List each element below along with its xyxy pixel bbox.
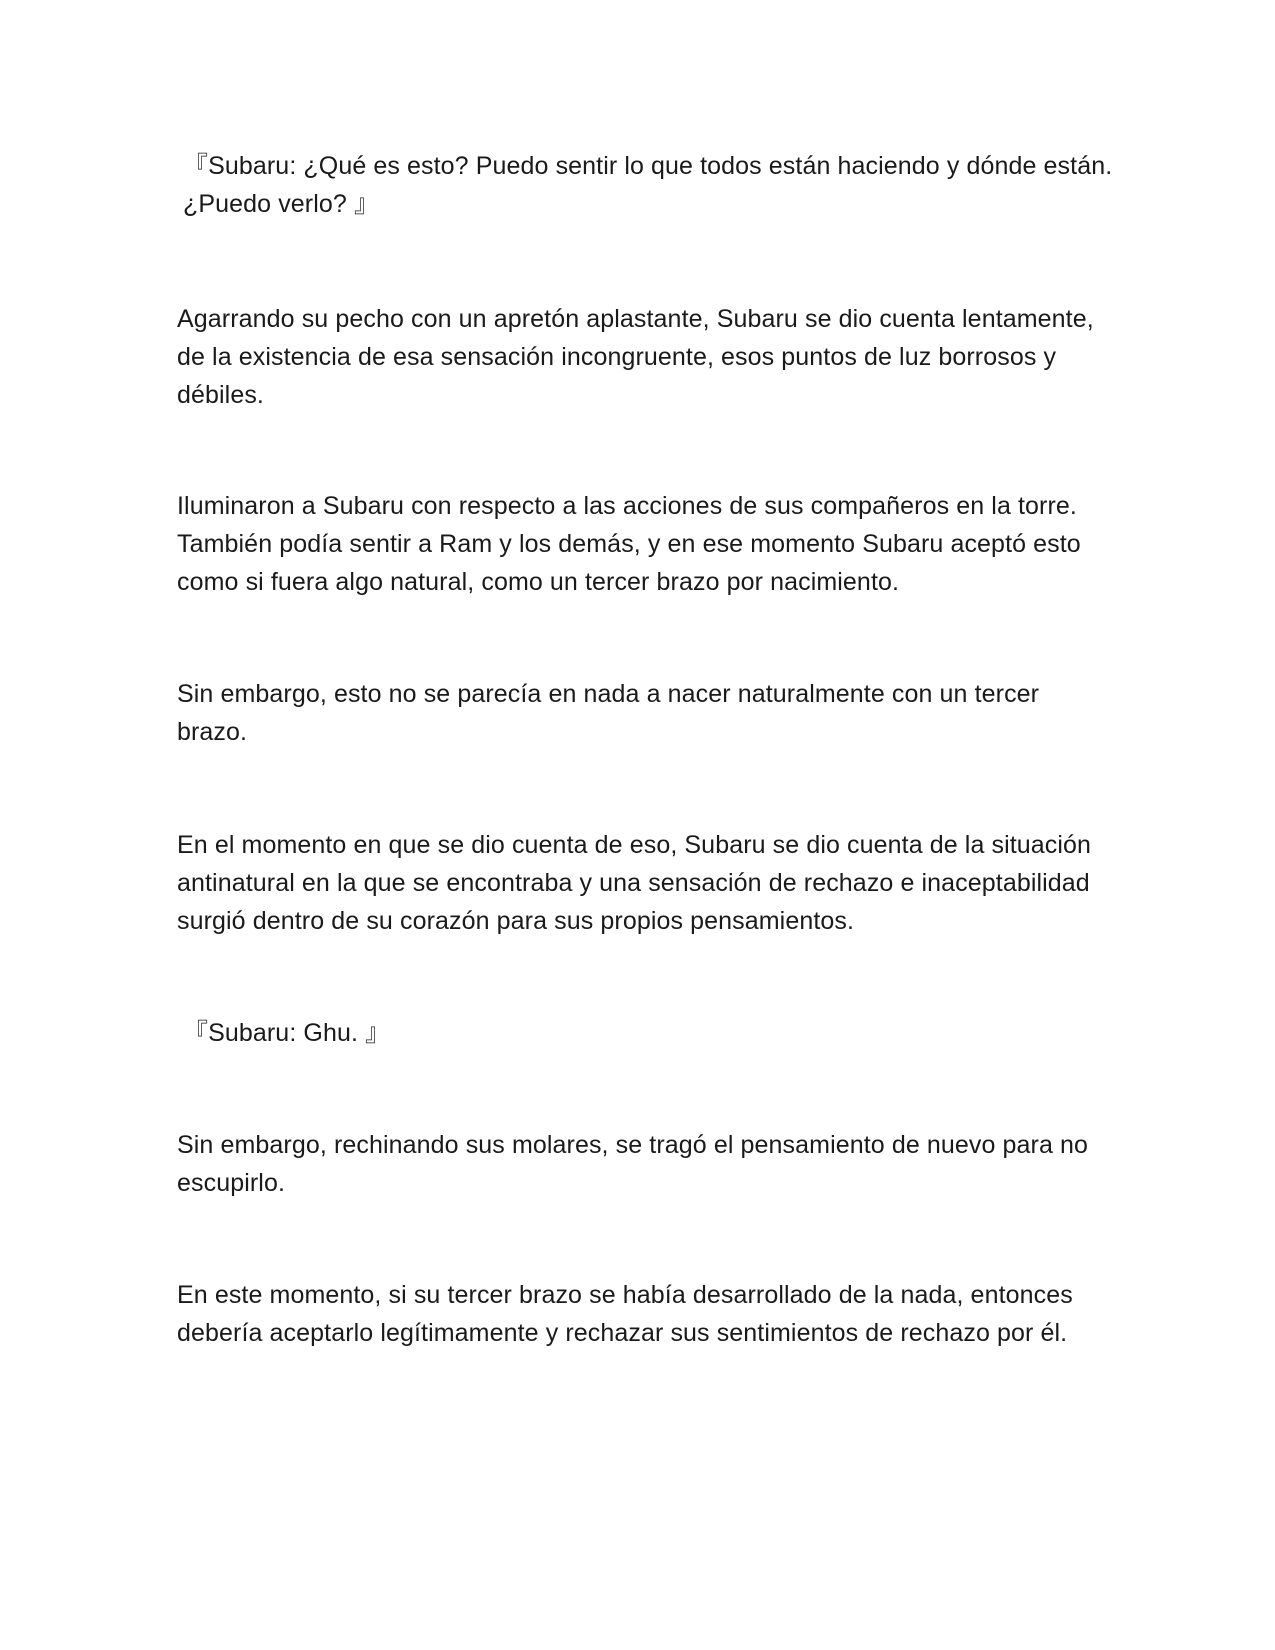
narrative-paragraph-3: Iluminaron a Subaru con respecto a las acciones de sus compañeros en la torre. También podía sentir a Ram y los demás, y en ese momento Subaru aceptó esto como si fuera algo natural, como un tercer brazo por nacimiento. bbox=[177, 492, 1081, 596]
narrative-paragraph-4: Sin embargo, esto no se parecía en nada a nacer naturalmente con un tercer brazo. bbox=[177, 680, 1040, 746]
narrative-paragraph-5: En el momento en que se dio cuenta de eso, Subaru se dio cuenta de la situación antinatural en la que se encontraba y una sensación de rechazo e inaceptabilidad surgió dentro de su corazón para sus propios pensamientos. bbox=[177, 831, 1092, 935]
narrative-paragraph-8: En este momento, si su tercer brazo se había desarrollado de la nada, entonces debería aceptarlo legítimamente y rechazar sus sentimientos de rechazo por él. bbox=[177, 1281, 1073, 1347]
narrative-paragraph-7: Sin embargo, rechinando sus molares, se tragó el pensamiento de nuevo para no escupirlo. bbox=[177, 1131, 1089, 1197]
narrative-paragraph-2: Agarrando su pecho con un apretón aplastante, Subaru se dio cuenta lentamente, de la existencia de esa sensación incongruente, esos puntos de luz borrosos y débiles. bbox=[177, 305, 1094, 409]
dialogue-paragraph-6: 『Subaru: Ghu. 』 bbox=[183, 1019, 391, 1047]
dialogue-paragraph-1: 『Subaru: ¿Qué es esto? Puedo sentir lo que todos están haciendo y dónde están. ¿Puedo verlo? 』 bbox=[183, 152, 1113, 218]
